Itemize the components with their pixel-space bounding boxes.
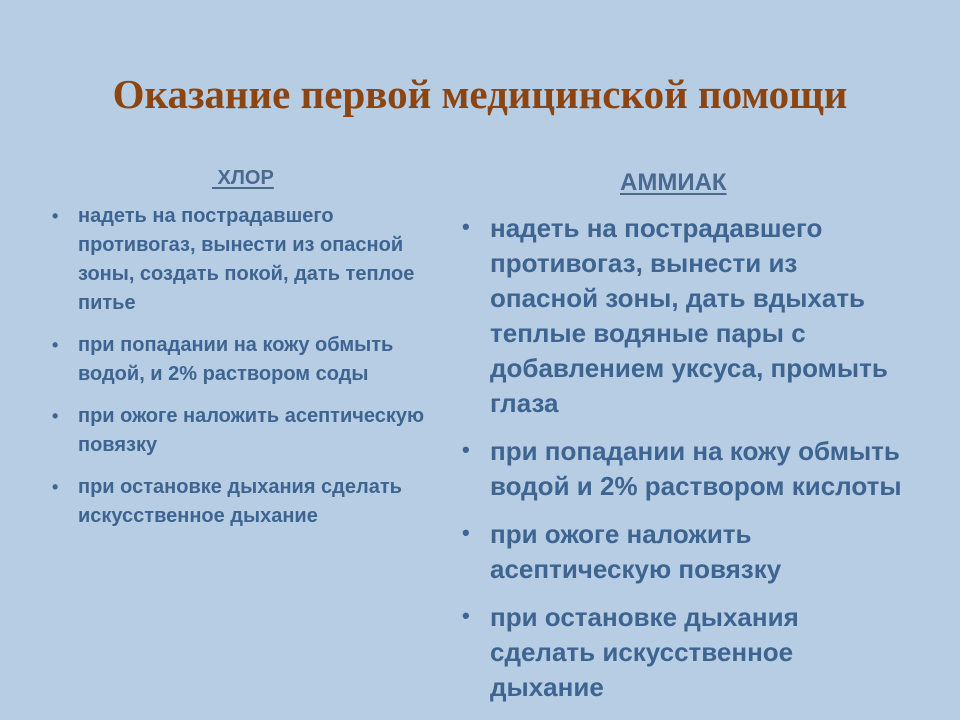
chlorine-heading: ХЛОР <box>212 167 274 189</box>
list-item <box>462 434 902 504</box>
list-item <box>462 211 902 421</box>
list-item-text: при остановке дыхания сделать искусственное дыхание <box>490 602 799 702</box>
bullet-icon: • <box>462 520 470 545</box>
list-item <box>462 517 902 587</box>
ammonia-heading: АММИАК <box>620 169 727 196</box>
bullet-icon: • <box>52 335 59 355</box>
list-item-text: надеть на пострадавшего противогаз, вынести из опасной зоны, дать вдыхать теплые водяные пары с добавлением уксуса, промыть глаза <box>490 213 888 418</box>
bullet-icon: • <box>52 206 59 226</box>
list-item-text: при попадании на кожу обмыть водой, и 2% раствором соды <box>78 334 394 385</box>
chlorine-list <box>52 202 452 531</box>
bullet-icon: • <box>52 477 59 497</box>
list-item <box>52 473 452 531</box>
list-item-text: при остановке дыхания сделать искусственное дыхание <box>78 476 402 527</box>
bullet-icon: • <box>462 437 470 462</box>
list-item-text: при ожоге наложить асептическую повязку <box>78 405 425 456</box>
bullet-icon: • <box>462 603 470 628</box>
list-item-text: при попадании на кожу обмыть водой и 2% раствором кислоты <box>490 436 902 501</box>
bullet-icon: • <box>52 406 59 426</box>
chlorine-column <box>52 164 452 544</box>
list-item-text: надеть на пострадавшего противогаз, вынести из опасной зоны, создать покой, дать теплое питье <box>78 205 415 314</box>
list-item <box>52 402 452 460</box>
ammonia-column <box>462 166 902 718</box>
ammonia-list <box>462 211 902 705</box>
list-item <box>52 331 452 389</box>
list-item <box>462 600 902 705</box>
list-item <box>52 202 452 318</box>
list-item-text: при ожоге наложить асептическую повязку <box>490 519 782 584</box>
slide-title: Оказание первой медицинской помощи <box>112 71 848 117</box>
bullet-icon: • <box>462 214 470 239</box>
